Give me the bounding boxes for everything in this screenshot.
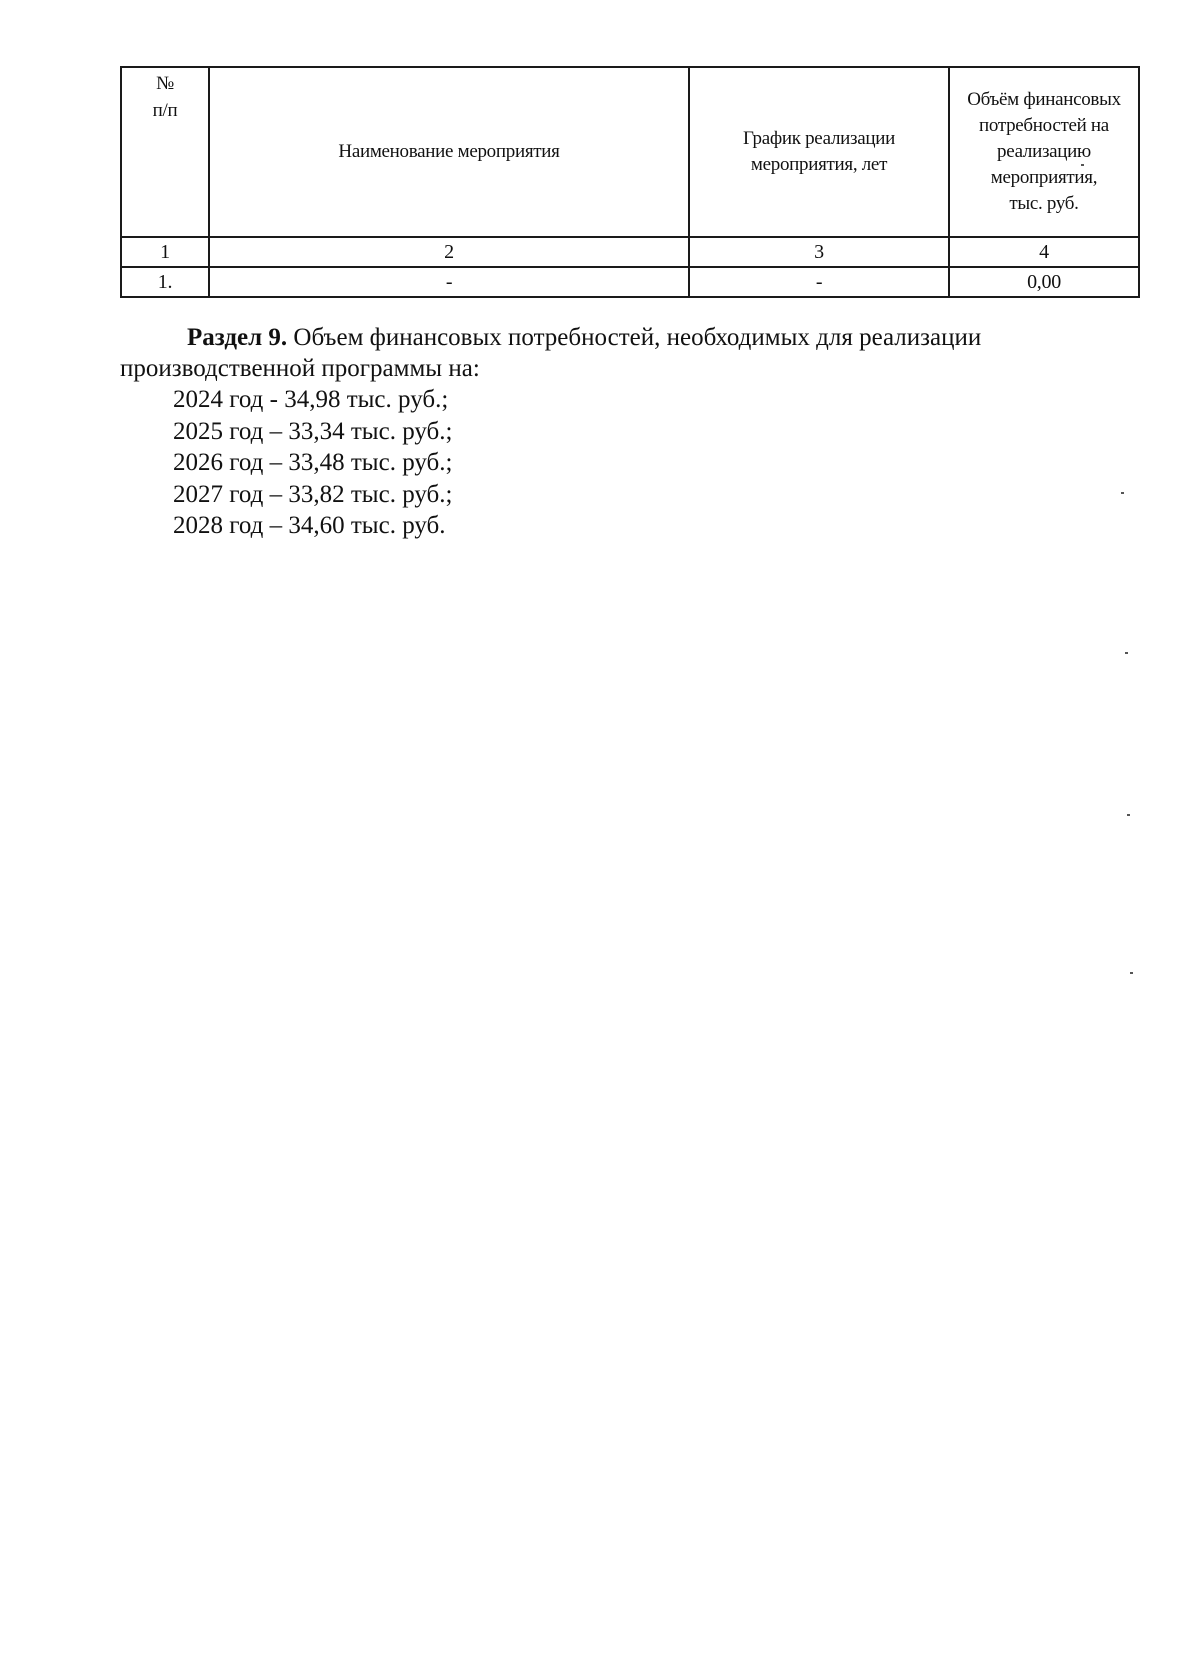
index-cell-4: 4: [949, 237, 1139, 267]
index-cell-1: 1: [121, 237, 209, 267]
header-name-text: Наименование мероприятия: [338, 141, 560, 162]
scan-speck: [1130, 972, 1133, 974]
section-9: [120, 322, 1100, 542]
table-row: [121, 267, 1139, 297]
header-name: [209, 67, 689, 237]
list-item: 2028 год – 34,60 тыс. руб.: [173, 512, 446, 539]
row-name: -: [209, 267, 689, 297]
scan-speck: [1127, 814, 1130, 816]
list-item: 2026 год – 33,48 тыс. руб.;: [173, 449, 453, 476]
header-num: [121, 67, 209, 237]
list-item: 2025 год – 33,34 тыс. руб.;: [173, 417, 453, 445]
scan-speck: [1121, 492, 1124, 494]
row-schedule: -: [689, 267, 949, 297]
table-index-row: [121, 237, 1139, 267]
scan-speck: [1125, 652, 1128, 654]
table-header-row: [121, 67, 1139, 237]
header-schedule: [689, 67, 949, 237]
list-item: 2027 год – 33,82 тыс. руб.;: [173, 480, 453, 508]
header-schedule-text: График реализации мероприятия, лет: [743, 128, 895, 175]
list-item: 2024 год - 34,98 тыс. руб.;: [173, 386, 449, 413]
index-cell-2: 2: [209, 237, 689, 267]
section-9-text: Объем финансовых потребностей, необходимых для реализации производственной программы на:: [120, 324, 982, 382]
header-volume-text: Объём финансовых потребностей на реализацию мероприятия, тыс. руб.: [967, 89, 1121, 214]
row-num: 1.: [121, 267, 209, 297]
header-num-text: № п/п: [152, 73, 178, 121]
scan-speck: [1081, 164, 1084, 166]
row-volume: 0,00: [949, 267, 1139, 297]
section-9-intro: [120, 322, 1100, 384]
section-9-label: Раздел 9.: [187, 324, 288, 351]
index-cell-3: 3: [689, 237, 949, 267]
header-volume: [949, 67, 1139, 237]
financial-needs-table: [120, 66, 1140, 298]
yearly-volume-list: [120, 384, 1100, 542]
